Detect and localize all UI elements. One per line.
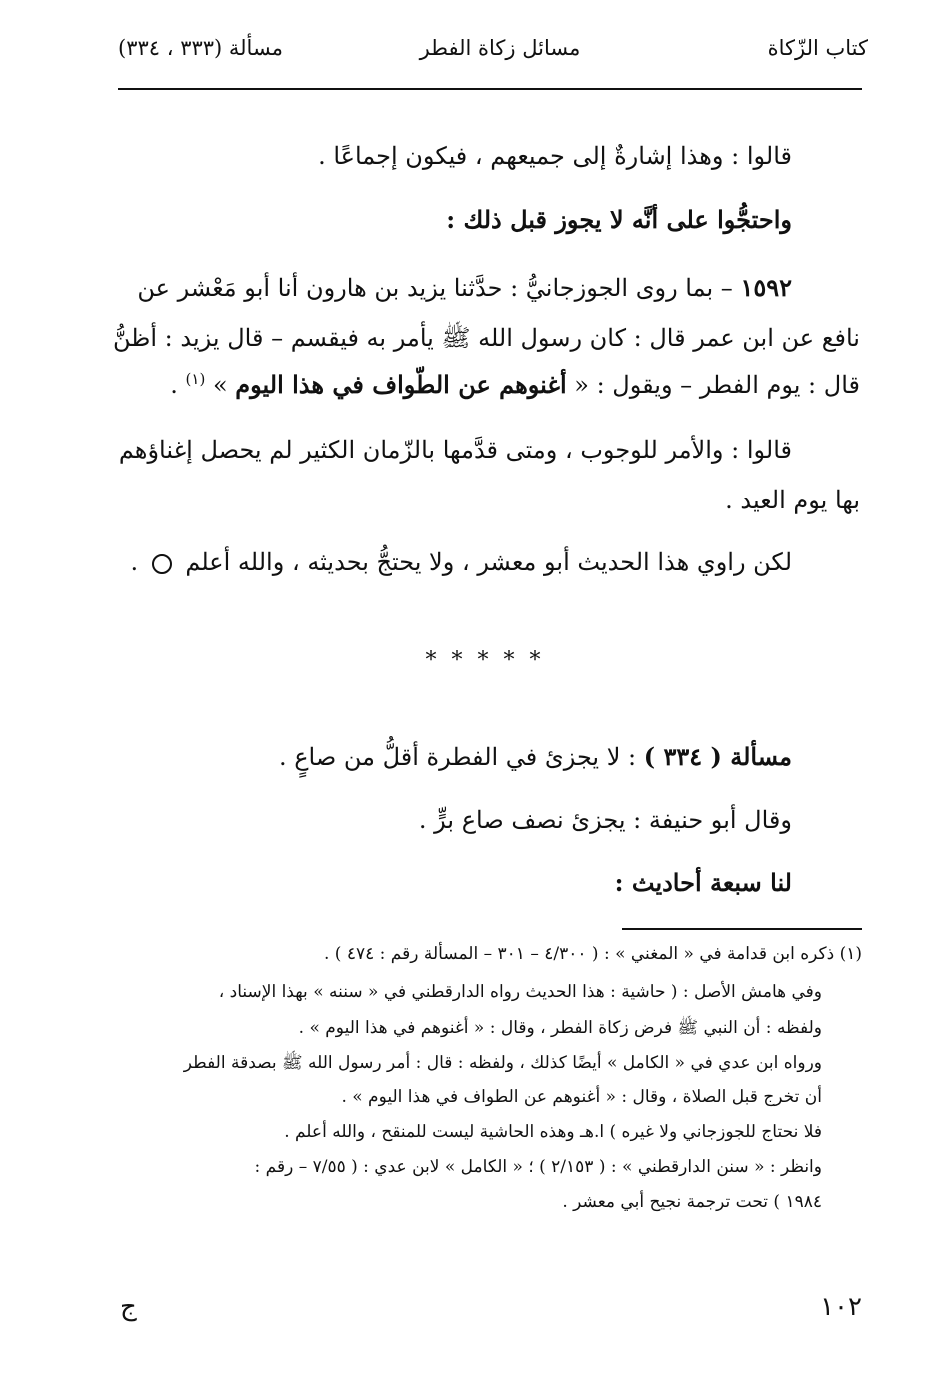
hadith-number: ١٥٩٢	[740, 273, 792, 302]
hadith-quote: أغنوهم عن الطّواف في هذا اليوم	[235, 370, 567, 399]
header-rule	[118, 88, 862, 90]
text-line-5-end: .	[170, 371, 178, 399]
text-line-8	[130, 548, 792, 576]
issue-label: مسألة ( ٣٣٤ )	[643, 742, 792, 771]
text-line-5	[170, 370, 860, 399]
footnote-line-2: وفي هامش الأصل : ( حاشية : هذا الحديث رواه الدارقطني في « سننه » بهذا الإسناد ،	[218, 982, 822, 1002]
section-separator: * * * * *	[425, 648, 545, 673]
text-line-3	[137, 273, 792, 302]
quote-close: »	[212, 371, 228, 399]
volume-marker: ج	[120, 1292, 137, 1322]
header-book-title: كتاب الزّكاة	[767, 36, 868, 60]
footnote-line-3: ولفظه : أن النبي ﷺ فرض زكاة الفطر ، وقال : « أغنوهم في هذا اليوم » .	[298, 1018, 822, 1038]
footnote-line-5: أن تخرج قبل الصلاة ، وقال : « أغنوهم عن الطواف في هذا اليوم » .	[341, 1087, 822, 1107]
page-number: ١٠٢	[820, 1292, 862, 1322]
text-line-3-rest: – بما روى الجوزجانيُّ : حدَّثنا يزيد بن هارون أنا أبو مَعْشر عن	[137, 274, 733, 302]
text-line-6: قالوا : والأمر للوجوب ، ومتى قدَّمها بالزّمان الكثير لم يحصل إغناؤهم	[118, 436, 792, 464]
text-line-1: قالوا : وهذا إشارةٌ إلى جميعهم ، فيكون إجماعًا .	[318, 142, 792, 170]
footnote-line-8: ١٩٨٤ ) تحت ترجمة نجيح أبي معشر .	[562, 1192, 822, 1212]
circle-end-icon	[152, 554, 172, 574]
issue-text: : لا يجزئ في الفطرة أقلُّ من صاعٍ .	[278, 743, 637, 771]
footnote-line-4: ورواه ابن عدي في « الكامل » أيضًا كذلك ، ولفظه : قال : أمر رسول الله ﷺ بصدقة الفطر	[183, 1053, 822, 1073]
text-line-2: واحتجُّوا على أنَّه لا يجوز قبل ذلك :	[446, 205, 792, 234]
footnote-rule	[622, 928, 862, 930]
text-line-11: لنا سبعة أحاديث :	[614, 868, 792, 897]
header-issue-numbers: مسألة (٣٣٣ ، ٣٣٤)	[118, 36, 283, 60]
text-line-4: نافع عن ابن عمر قال : كان رسول الله ﷺ يأمر به فيقسم – قال يزيد : أظنُّ	[113, 324, 860, 352]
footnote-ref-1: (١)	[185, 370, 206, 388]
footnote-line-7: وانظر : « سنن الدارقطني » : ( ٢/١٥٣ ) ؛ « الكامل » لابن عدي : ( ٧/٥٥ – رقم :	[254, 1157, 822, 1177]
issue-heading	[279, 742, 792, 771]
text-line-7: بها يوم العيد .	[725, 486, 860, 514]
text-line-8-end: .	[130, 548, 139, 576]
footnote-line-6: فلا نحتاج للجوزجاني ولا غيره ) ا.هـ وهذه الحاشية ليست للمنقح ، والله أعلم .	[284, 1122, 822, 1142]
text-line-8-text: لكن راوي هذا الحديث أبو معشر ، ولا يحتجُّ بحديثه ، والله أعلم	[185, 548, 792, 576]
text-line-5-start: قال : يوم الفطر – ويقول : «	[574, 371, 860, 399]
text-line-10: وقال أبو حنيفة : يجزئ نصف صاع برٍّ .	[418, 806, 792, 834]
footnote-line-1: (١) ذكره ابن قدامة في « المغني » : ( ٤/٣٠٠ – ٣٠١ – المسألة رقم : ٤٧٤ ) .	[324, 944, 862, 964]
header-chapter-title: مسائل زكاة الفطر	[419, 36, 581, 60]
